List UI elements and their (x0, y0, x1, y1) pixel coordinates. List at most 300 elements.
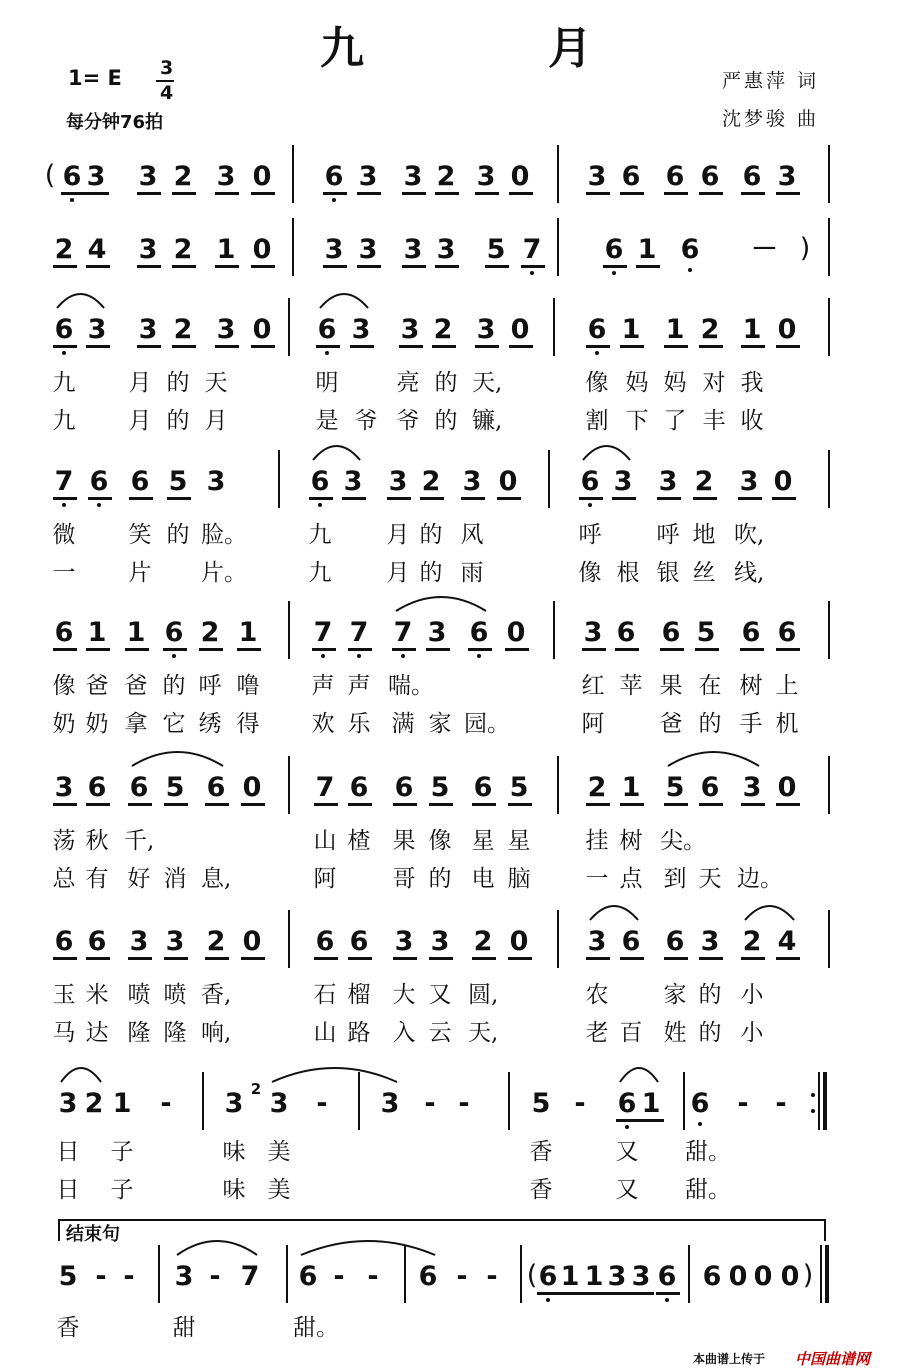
lyric-char: 农 (585, 982, 609, 1008)
eighth-underline (508, 803, 532, 806)
eighth-underline (53, 345, 77, 348)
jianpu-note: 5 (509, 772, 529, 803)
lyric-char: 欢 (311, 711, 335, 737)
jianpu-note: 3 (777, 161, 797, 192)
lyric-char: 片。 (201, 560, 247, 586)
jianpu-note: 0 (510, 314, 530, 345)
lyric-char: 姓 (663, 1020, 687, 1046)
eighth-underline (509, 345, 533, 348)
ending-label: 结束句 (66, 1224, 120, 1245)
slur-arc (176, 1237, 258, 1257)
lyric-char: 喷 (127, 982, 151, 1008)
eighth-underline (660, 648, 684, 651)
lyric-char: 秋 (85, 828, 109, 854)
jianpu-note: 3 (742, 772, 762, 803)
bar-line (288, 601, 290, 659)
jianpu-note: 1 (621, 314, 641, 345)
jianpu-note: 0 (498, 466, 518, 497)
eighth-underline (620, 957, 644, 960)
lyric-char: 老 (585, 1020, 609, 1046)
lyric-char: 九 (52, 408, 76, 434)
eighth-underline (472, 803, 496, 806)
eighth-underline (435, 265, 459, 268)
eighth-underline (776, 648, 800, 651)
eighth-underline (125, 648, 149, 651)
eighth-underline (776, 192, 800, 195)
jianpu-note: 6 (621, 161, 641, 192)
lyric-char: 甜。 (685, 1177, 731, 1203)
eighth-underline (167, 497, 191, 500)
eighth-underline (251, 192, 275, 195)
lyric-char: 雨 (460, 560, 484, 586)
eighth-underline (323, 265, 347, 268)
jianpu-note: 3 (165, 926, 185, 957)
bar-line (292, 218, 294, 276)
jianpu-note: 0 (510, 161, 530, 192)
jianpu-note: 5 (696, 617, 716, 648)
time-signature-bottom: 4 (160, 82, 174, 104)
lyric-char: 月 (204, 408, 228, 434)
eighth-underline (537, 1292, 561, 1295)
lyric-char: 噜 (236, 673, 260, 699)
lyric-char: 玉 (52, 982, 76, 1008)
lyric-char: 天, (468, 1020, 499, 1046)
lyric-char: 美 (267, 1139, 291, 1165)
lyric-char: 入 (392, 1020, 416, 1046)
jianpu-note: 3 (476, 314, 496, 345)
jianpu-note: 3 (324, 234, 344, 265)
jianpu-note: 3 (403, 161, 423, 192)
lyric-char: 笑 (128, 522, 152, 548)
lyric-char: 尖。 (660, 828, 706, 854)
eighth-underline (53, 648, 77, 651)
lyric-char: 星 (471, 828, 495, 854)
eighth-underline (640, 1119, 664, 1122)
lyric-char: 丝 (692, 560, 716, 586)
eighth-underline (393, 803, 417, 806)
lyric-char: 像 (428, 828, 452, 854)
jianpu-note: 3 (54, 772, 74, 803)
lyric-char: 镰, (472, 408, 503, 434)
lyric-char: 声 (347, 673, 371, 699)
jianpu-note: 3 (739, 466, 759, 497)
jianpu-note: 0 (777, 314, 797, 345)
jianpu-note: 3 (430, 926, 450, 957)
paren-mark: ) (802, 1260, 814, 1291)
jianpu-note: 3 (138, 161, 158, 192)
lyric-char: 总 (52, 866, 76, 892)
eighth-underline (163, 648, 187, 651)
lyric-char: 微 (52, 522, 76, 548)
jianpu-note: 6 (62, 161, 82, 192)
low-octave-dot (401, 654, 405, 658)
jianpu-note: 6 (617, 1088, 637, 1119)
lyric-char: 一 (585, 866, 609, 892)
jianpu-note: 6 (473, 772, 493, 803)
jianpu-note: 6 (616, 617, 636, 648)
eighth-underline (699, 803, 723, 806)
lyric-char: 味 (222, 1139, 246, 1165)
lyric-char: 隆 (163, 1020, 187, 1046)
lyric-char: 香 (529, 1177, 553, 1203)
jianpu-note: - (456, 1261, 468, 1292)
bar-line (828, 218, 830, 276)
jianpu-note: 1 (560, 1261, 580, 1292)
lyric-char: 亮 (396, 370, 420, 396)
jianpu-note: － (751, 234, 778, 265)
lyric-char: 的 (166, 522, 190, 548)
lyric-char: 奶 (85, 711, 109, 737)
eighth-underline (53, 265, 77, 268)
jianpu-note: 3 (174, 1261, 194, 1292)
lyric-char: 喘。 (388, 673, 434, 699)
jianpu-note: 6 (469, 617, 489, 648)
eighth-underline (620, 192, 644, 195)
lyric-char: 吹, (734, 522, 765, 548)
eighth-underline (435, 192, 459, 195)
lyric-char: 子 (110, 1139, 134, 1165)
repeat-thick-bar (823, 1072, 827, 1130)
eighth-underline (664, 803, 688, 806)
jianpu-note: 0 (506, 617, 526, 648)
lyric-char: 马 (52, 1020, 76, 1046)
bar-line (828, 601, 830, 659)
jianpu-note: 2 (173, 314, 193, 345)
lyric-char: 的 (698, 711, 722, 737)
jianpu-note: 6 (665, 926, 685, 957)
jianpu-note: 6 (690, 1088, 710, 1119)
slur-arc (60, 1064, 102, 1084)
eighth-underline (695, 648, 719, 651)
jianpu-note: 3 (403, 234, 423, 265)
jianpu-note: 3 (388, 466, 408, 497)
eighth-underline (348, 803, 372, 806)
eighth-underline (429, 803, 453, 806)
lyric-char: 月 (386, 522, 410, 548)
lyric-char: 奶 (52, 711, 76, 737)
low-octave-dot (325, 351, 329, 355)
lyric-char: 根 (616, 560, 640, 586)
lyric-char: 的 (698, 982, 722, 1008)
eighth-underline (606, 1292, 630, 1295)
ending-bracket-right (824, 1219, 826, 1241)
eighth-underline (475, 192, 499, 195)
jianpu-note: 6 (349, 926, 369, 957)
jianpu-note: 6 (130, 466, 150, 497)
jianpu-note: 2 (54, 234, 74, 265)
bar-line (557, 910, 559, 968)
low-octave-dot (62, 503, 66, 507)
jianpu-note: 3 (380, 1088, 400, 1119)
eighth-underline (215, 265, 239, 268)
tempo-marking: 每分钟76拍 (66, 112, 164, 133)
jianpu-note: 3 (476, 161, 496, 192)
lyric-char: 九 (308, 522, 332, 548)
jianpu-note: 1 (584, 1261, 604, 1292)
jianpu-note: 3 (427, 617, 447, 648)
jianpu-note: 6 (206, 772, 226, 803)
eighth-underline (172, 192, 196, 195)
eighth-underline (603, 265, 627, 268)
low-octave-dot (70, 198, 74, 202)
low-octave-dot (332, 198, 336, 202)
eighth-underline (86, 803, 110, 806)
eighth-underline (521, 265, 545, 268)
jianpu-note: 3 (86, 161, 106, 192)
jianpu-note: 6 (87, 772, 107, 803)
jianpu-note: 6 (54, 617, 74, 648)
low-octave-dot (625, 1125, 629, 1129)
jianpu-note: 0 (753, 1261, 773, 1292)
jianpu-note: 6 (742, 161, 762, 192)
eighth-underline (586, 803, 610, 806)
bar-line (292, 145, 294, 203)
bar-line (828, 450, 830, 508)
jianpu-note: 1 (126, 617, 146, 648)
jianpu-note: 3 (400, 314, 420, 345)
jianpu-note: 2 (694, 466, 714, 497)
low-octave-dot (357, 654, 361, 658)
bar-line (288, 298, 290, 356)
jianpu-note: 6 (87, 926, 107, 957)
eighth-underline (137, 265, 161, 268)
eighth-underline (485, 265, 509, 268)
jianpu-note: 3 (358, 161, 378, 192)
jianpu-note: 2 (84, 1088, 104, 1119)
lyric-char: 爸 (659, 711, 683, 737)
lyric-char: 达 (85, 1020, 109, 1046)
eighth-underline (312, 648, 336, 651)
eighth-underline (741, 345, 765, 348)
repeat-thin-bar (818, 1072, 820, 1130)
jianpu-note: 3 (436, 234, 456, 265)
jianpu-note: 3 (87, 314, 107, 345)
bar-line (828, 298, 830, 356)
lyric-char: 天 (204, 370, 228, 396)
jianpu-note: 3 (631, 1261, 651, 1292)
lyric-char: 地 (692, 522, 716, 548)
lyric-char: 爸 (85, 673, 109, 699)
eighth-underline (314, 957, 338, 960)
lyric-char: 石 (313, 982, 337, 1008)
jianpu-note: 6 (54, 314, 74, 345)
lyric-char: 风 (460, 522, 484, 548)
bar-line (553, 601, 555, 659)
lyric-char: 爸 (124, 673, 148, 699)
eighth-underline (129, 497, 153, 500)
jianpu-note: 6 (680, 234, 700, 265)
low-octave-dot (588, 503, 592, 507)
jianpu-note: 7 (522, 234, 542, 265)
lyric-char: 机 (775, 711, 799, 737)
eighth-underline (699, 957, 723, 960)
lyric-char: 我 (740, 370, 764, 396)
eighth-underline (53, 803, 77, 806)
jianpu-note: 6 (54, 926, 74, 957)
eighth-underline (205, 957, 229, 960)
jianpu-note: 0 (728, 1261, 748, 1292)
lyric-char: 楂 (347, 828, 371, 854)
low-octave-dot (97, 503, 101, 507)
lyric-char: 收 (740, 408, 764, 434)
jianpu-note: 6 (587, 314, 607, 345)
eighth-underline (402, 192, 426, 195)
slur-arc (319, 290, 369, 310)
jianpu-note: - (209, 1261, 221, 1292)
eighth-underline (620, 803, 644, 806)
jianpu-note: - (95, 1261, 107, 1292)
lyric-char: 有 (85, 866, 109, 892)
lyric-char: 上 (775, 673, 799, 699)
lyric-char: 妈 (663, 370, 687, 396)
jianpu-note: 6 (324, 161, 344, 192)
jianpu-note: 3 (224, 1088, 244, 1119)
eighth-underline (215, 192, 239, 195)
lyric-char: 丰 (702, 408, 726, 434)
eighth-underline (475, 345, 499, 348)
jianpu-note: 2 (200, 617, 220, 648)
eighth-underline (429, 957, 453, 960)
eighth-underline (615, 648, 639, 651)
eighth-underline (505, 648, 529, 651)
bar-line (278, 450, 280, 508)
eighth-underline (86, 345, 110, 348)
jianpu-note: 6 (621, 926, 641, 957)
low-octave-dot (595, 351, 599, 355)
lyric-char: 电 (471, 866, 495, 892)
lyric-char: 甜 (172, 1315, 196, 1341)
eighth-underline (357, 265, 381, 268)
jianpu-note: 3 (138, 234, 158, 265)
lyric-char: 拿 (124, 711, 148, 737)
lyric-char: 阿 (581, 711, 605, 737)
jianpu-note: 3 (607, 1261, 627, 1292)
lyric-char: 满 (391, 711, 415, 737)
lyric-char: 响, (201, 1020, 232, 1046)
paren-mark: ( (526, 1260, 538, 1291)
lyric-char: 榴 (347, 982, 371, 1008)
jianpu-note: 2 (742, 926, 762, 957)
lyric-char: 下 (625, 408, 649, 434)
lyric-char: 米 (85, 982, 109, 1008)
lyric-char: 千, (124, 828, 155, 854)
lyric-char: 又 (615, 1139, 639, 1165)
jianpu-note: 6 (394, 772, 414, 803)
jianpu-note: 1 (621, 772, 641, 803)
jianpu-note: 3 (351, 314, 371, 345)
eighth-underline (172, 345, 196, 348)
lyric-char: 银 (656, 560, 680, 586)
lyric-char: 又 (615, 1177, 639, 1203)
eighth-underline (53, 497, 77, 500)
bar-line (288, 756, 290, 814)
lyric-char: 百 (619, 1020, 643, 1046)
jianpu-note: - (775, 1088, 787, 1119)
jianpu-note: 3 (658, 466, 678, 497)
jianpu-note: 0 (780, 1261, 800, 1292)
jianpu-note: 3 (129, 926, 149, 957)
jianpu-note: 5 (165, 772, 185, 803)
eighth-underline (579, 497, 603, 500)
paren-mark: ) (799, 233, 811, 264)
lyric-char: 像 (52, 673, 76, 699)
bar-line (548, 450, 550, 508)
lyric-char: 在 (698, 673, 722, 699)
eighth-underline (612, 497, 636, 500)
lyric-char: 呼 (578, 522, 602, 548)
slur-arc (582, 442, 631, 462)
lyric-char: 点 (619, 866, 643, 892)
jianpu-note: - (458, 1088, 470, 1119)
bar-line (557, 756, 559, 814)
eighth-underline (559, 1292, 583, 1295)
eighth-underline (586, 192, 610, 195)
eighth-underline (215, 345, 239, 348)
jianpu-note: 6 (700, 772, 720, 803)
low-octave-dot (688, 268, 692, 272)
lyric-char: 喷 (163, 982, 187, 1008)
jianpu-note: 2 (173, 234, 193, 265)
jianpu-note: 6 (777, 617, 797, 648)
eighth-underline (656, 1292, 680, 1295)
jianpu-note: - (424, 1088, 436, 1119)
eighth-underline (172, 265, 196, 268)
eighth-underline (657, 497, 681, 500)
low-octave-dot (612, 271, 616, 275)
eighth-underline (316, 345, 340, 348)
low-octave-dot (321, 654, 325, 658)
eighth-underline (461, 497, 485, 500)
jianpu-note: 6 (604, 234, 624, 265)
bar-line (557, 145, 559, 203)
low-octave-dot (62, 351, 66, 355)
eighth-underline (472, 957, 496, 960)
eighth-underline (205, 803, 229, 806)
eighth-underline (741, 803, 765, 806)
lyric-char: 月 (386, 560, 410, 586)
low-octave-dot (698, 1122, 702, 1126)
jianpu-note: 1 (87, 617, 107, 648)
eighth-underline (399, 345, 423, 348)
eighth-underline (350, 345, 374, 348)
jianpu-note: 7 (54, 466, 74, 497)
jianpu-note: 6 (702, 1261, 722, 1292)
jianpu-note: 6 (538, 1261, 558, 1292)
eighth-underline (468, 648, 492, 651)
bar-line (683, 1072, 685, 1130)
lyric-char: 好 (127, 866, 151, 892)
jianpu-note: 6 (741, 617, 761, 648)
lyricist-credit: 严惠萍 词 (722, 70, 820, 92)
jianpu-note: - (574, 1088, 586, 1119)
jianpu-note: 7 (315, 772, 335, 803)
lyric-char: 美 (267, 1177, 291, 1203)
bar-line (553, 298, 555, 356)
eighth-underline (86, 648, 110, 651)
lyric-char: 园。 (464, 711, 510, 737)
jianpu-note: 3 (206, 466, 226, 497)
lyric-char: 圆, (468, 982, 499, 1008)
lyric-char: 的 (434, 408, 458, 434)
eighth-underline (582, 648, 606, 651)
jianpu-note: - (316, 1088, 328, 1119)
lyric-char: 呼 (198, 673, 222, 699)
jianpu-note: 1 (238, 617, 258, 648)
jianpu-note: 7 (393, 617, 413, 648)
eighth-underline (137, 192, 161, 195)
repeat-dot (811, 1109, 815, 1113)
bar-line (828, 145, 830, 203)
